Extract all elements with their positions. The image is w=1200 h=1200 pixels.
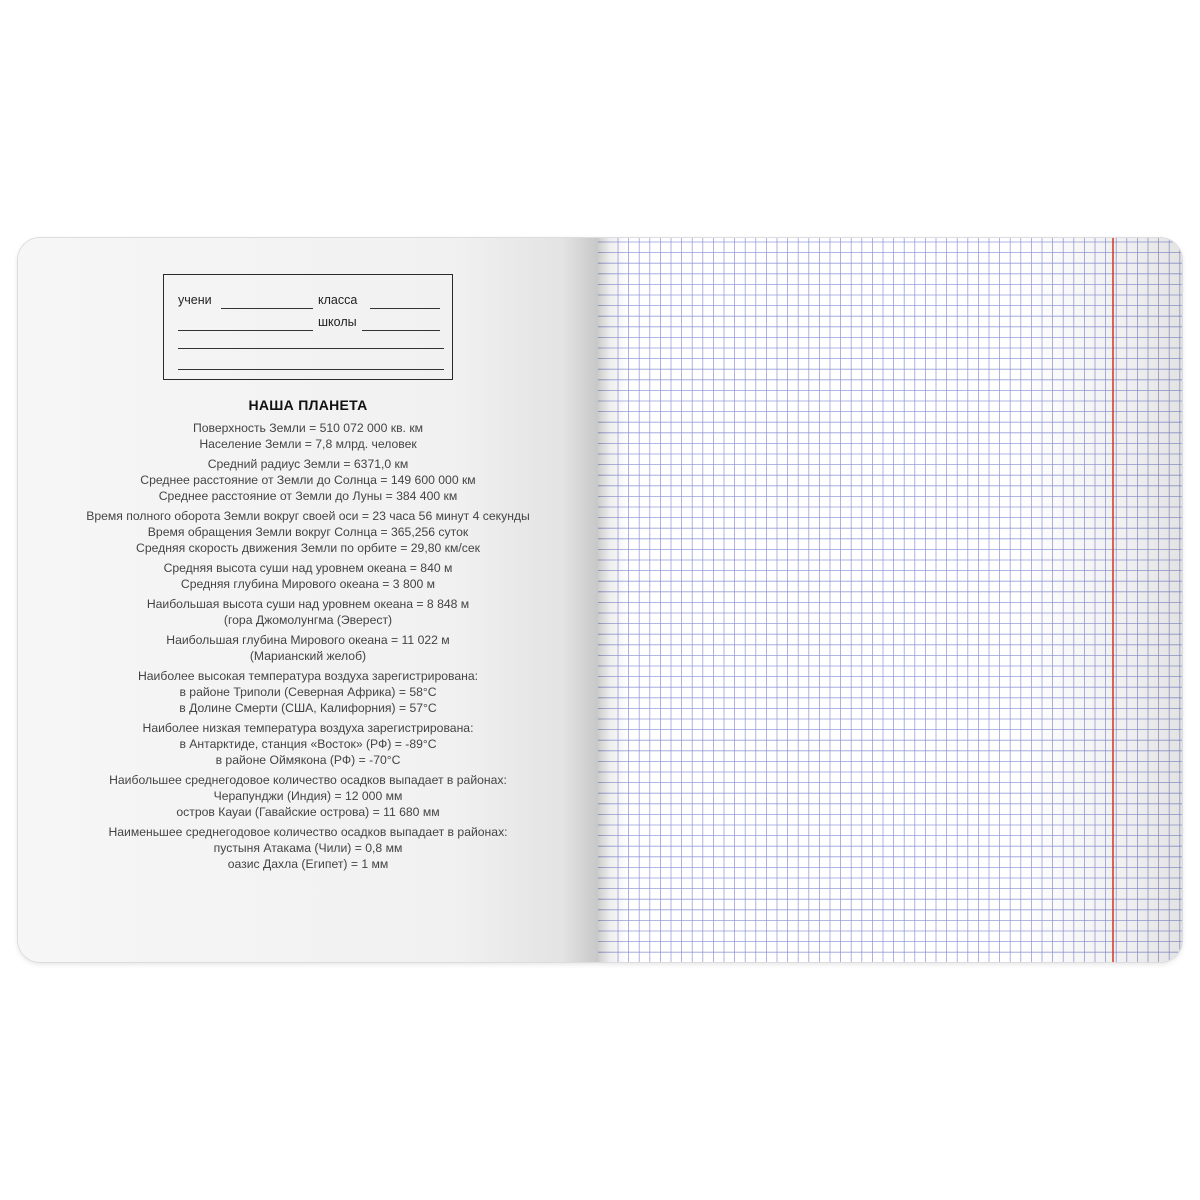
blank-line xyxy=(178,348,444,349)
fact-group xyxy=(58,420,558,452)
fact-line: Наибольшая глубина Мирового океана = 11 022 м xyxy=(166,633,450,647)
fact-line: Среднее расстояние от Земли до Луны = 384 400 км xyxy=(158,489,458,503)
page-curve-shading xyxy=(598,238,1182,962)
school-line xyxy=(362,330,440,331)
pupil-label: учени xyxy=(178,293,212,307)
fact-line: остров Кауаи (Гавайские острова) = 11 680 мм xyxy=(176,805,440,819)
blank-line xyxy=(178,330,313,331)
fact-line: Население Земли = 7,8 млрд. человек xyxy=(199,437,417,451)
school-row xyxy=(178,315,440,335)
fact-group xyxy=(58,632,558,664)
planet-facts xyxy=(58,396,558,876)
open-notebook xyxy=(18,238,1182,962)
fact-line: Черапунджи (Индия) = 12 000 мм xyxy=(213,789,403,803)
fact-line: оазис Дахла (Египет) = 1 мм xyxy=(227,857,389,871)
fact-line: в Антарктиде, станция «Восток» (РФ) = -89°С xyxy=(179,737,437,751)
fact-group xyxy=(58,824,558,872)
fact-line: Средняя высота суши над уровнем океана = 840 м xyxy=(163,561,453,575)
fact-line: в районе Оймякона (РФ) = -70°С xyxy=(215,753,401,767)
fact-line: Среднее расстояние от Земли до Солнца = 149 600 000 км xyxy=(140,473,476,487)
class-line xyxy=(370,308,440,309)
fact-line: пустыня Атакама (Чили) = 0,8 мм xyxy=(213,841,403,855)
fact-group xyxy=(58,560,558,592)
fact-line: Средняя скорость движения Земли по орбите = 29,80 км/сек xyxy=(136,541,480,555)
fact-line: в Долине Смерти (США, Калифорния) = 57°С xyxy=(179,701,437,715)
fact-group xyxy=(58,772,558,820)
fact-line: Наиболее низкая температура воздуха зарегистрирована: xyxy=(142,721,474,735)
fact-group xyxy=(58,720,558,768)
right-page-grid xyxy=(598,238,1182,962)
pupil-row xyxy=(178,293,440,313)
fact-line: Время обращения Земли вокруг Солнца = 365,256 суток xyxy=(147,525,469,539)
blank-row-2 xyxy=(178,354,440,374)
fact-line: Наименьшее среднегодовое количество осадков выпадает в районах: xyxy=(108,825,508,839)
fact-line: Средняя глубина Мирового океана = 3 800 м xyxy=(180,577,436,591)
pupil-name-line xyxy=(221,308,313,309)
fact-line: Время полного оборота Земли вокруг своей оси = 23 часа 56 минут 4 секунды xyxy=(86,509,530,523)
fact-line: (гора Джомолунгма (Эверест) xyxy=(223,613,393,627)
fact-line: Наиболее высокая температура воздуха зарегистрирована: xyxy=(137,669,479,683)
class-label: класса xyxy=(318,293,358,307)
fact-line: в районе Триполи (Северная Африка) = 58°С xyxy=(179,685,437,699)
fact-group xyxy=(58,596,558,628)
blank-line xyxy=(178,369,444,370)
school-label: школы xyxy=(318,315,357,329)
fact-group xyxy=(58,456,558,504)
facts-title: НАША ПЛАНЕТА xyxy=(248,397,368,413)
fact-line: (Марианский желоб) xyxy=(249,649,367,663)
fact-group xyxy=(58,668,558,716)
fact-group xyxy=(58,508,558,556)
fact-line: Наибольшее среднегодовое количество осадков выпадает в районах: xyxy=(109,773,507,787)
left-page xyxy=(18,238,598,962)
blank-row-1 xyxy=(178,333,440,353)
fact-line: Средний радиус Земли = 6371,0 км xyxy=(207,457,409,471)
owner-label-box xyxy=(163,274,453,380)
facts-list xyxy=(58,420,558,872)
fact-line: Наибольшая высота суши над уровнем океана = 8 848 м xyxy=(146,597,470,611)
fact-line: Поверхность Земли = 510 072 000 кв. км xyxy=(192,421,424,435)
